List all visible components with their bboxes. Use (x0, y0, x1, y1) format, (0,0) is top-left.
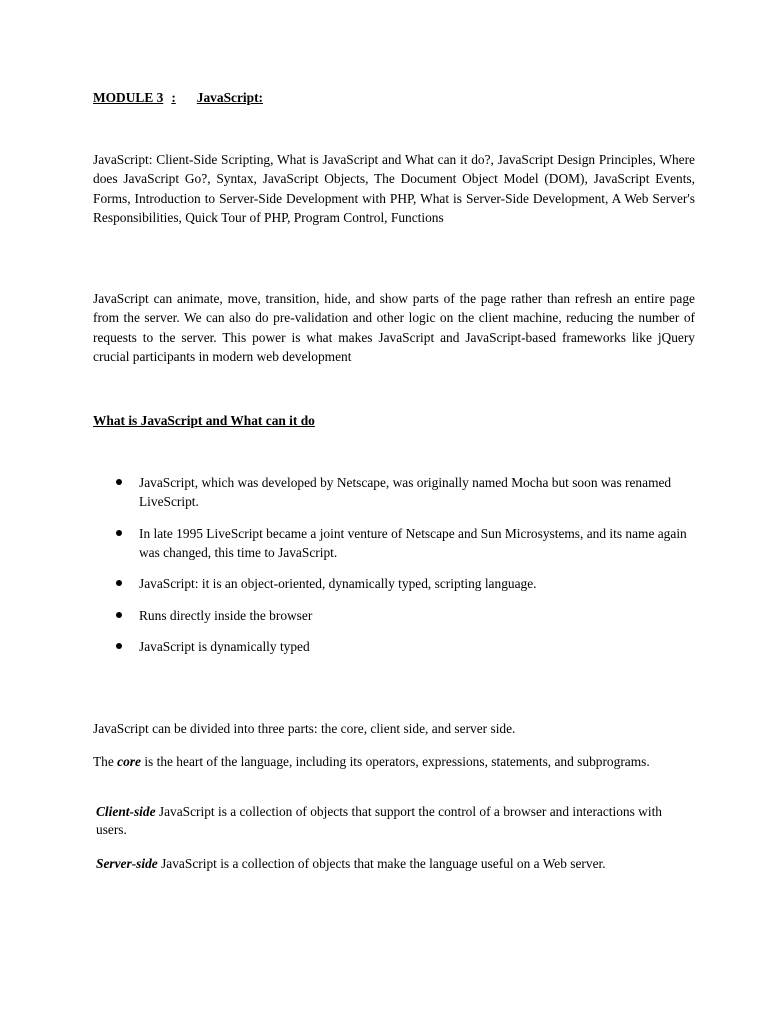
bullet-icon (116, 612, 122, 618)
bullet-text: In late 1995 LiveScript became a joint venture of Netscape and Sun Microsystems, and its name again was changed, this time to JavaScript. (139, 525, 687, 560)
intro-paragraph: JavaScript can animate, move, transition, hide, and show parts of the page rather than refresh an entire page from the server. We can also do pre-validation and other logic on the client machine, reducing the number of requests to the server. This power is what makes JavaScript and JavaScript-based frameworks like jQuery crucial participants in modern web development (93, 291, 695, 365)
bullet-item (93, 574, 693, 593)
bullet-icon (116, 580, 122, 586)
topics-paragraph: JavaScript: Client-Side Scripting, What is JavaScript and What can it do?, JavaScript Design Principles, Where does JavaScript Go?, Syntax, JavaScript Objects, The Document Object Model (DOM), JavaScript Events, Forms, Introduction to Server-Side Development with PHP, What is Server-Side Development, A Web Server's Responsibilities, Quick Tour of PHP, Program Control, Functions (93, 152, 695, 226)
core-paragraph (93, 753, 693, 771)
bullet-item (93, 473, 693, 511)
client-side-description: JavaScript is a collection of objects that support the control of a browser and interactions with users. (96, 804, 662, 837)
client-side-term: Client-side (96, 804, 156, 819)
server-side-paragraph (96, 855, 696, 873)
module-title-label: MODULE 3 (93, 90, 164, 105)
server-side-term: Server-side (96, 856, 158, 871)
bullet-item (93, 524, 693, 562)
bullet-item (93, 637, 693, 656)
core-term: core (117, 754, 141, 769)
module-title-subject: JavaScript: (196, 90, 263, 105)
bullet-text: JavaScript: it is an object-oriented, dynamically typed, scripting language. (139, 576, 537, 591)
bullet-icon (116, 479, 122, 485)
core-lead: The (93, 754, 118, 769)
client-side-paragraph (96, 803, 696, 839)
feature-bullet-list (93, 473, 693, 669)
parts-intro-paragraph: JavaScript can be divided into three parts: the core, client side, and server side. (93, 721, 516, 736)
bullet-text: JavaScript, which was developed by Netscape, was originally named Mocha but soon was renamed LiveScript. (139, 475, 672, 509)
bullet-text: JavaScript is dynamically typed (139, 639, 310, 654)
bullet-text: Runs directly inside the browser (139, 607, 313, 623)
module-title-separator: : (171, 90, 176, 105)
section-heading: What is JavaScript and What can it do (93, 413, 315, 428)
bullet-icon (116, 643, 122, 649)
server-side-description: JavaScript is a collection of objects that make the language useful on a Web server. (157, 856, 606, 871)
core-description: is the heart of the language, including its operators, expressions, statements, and subprograms. (140, 754, 650, 769)
bullet-item (93, 606, 693, 625)
module-title (93, 88, 263, 107)
bullet-icon (116, 530, 122, 536)
